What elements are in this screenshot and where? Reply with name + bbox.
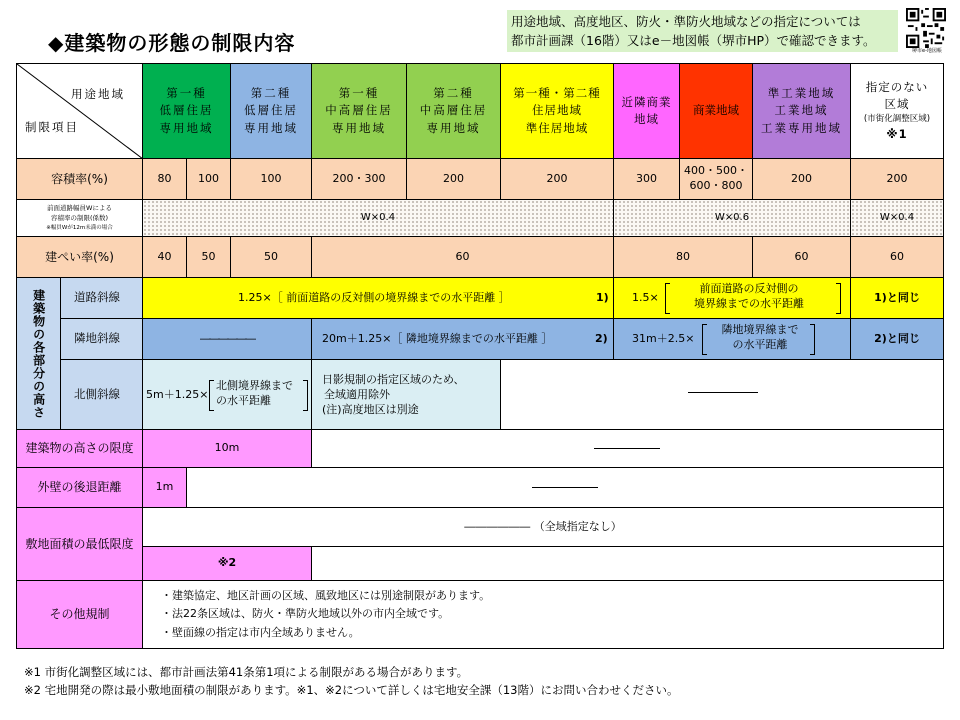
adjacent-slope-comm-line2: の水平距離: [732, 337, 788, 351]
bcr-value: 80: [613, 236, 753, 278]
zone-5-line2: 住居地域: [532, 103, 582, 118]
footnote-2: ※2 宅地開発の際は最小敷地面積の制限があります。※1、※2について詳しくは宅地安全課（13階）にお問い合わせください。: [24, 683, 679, 697]
bcr-label: 建ぺい率(%): [16, 236, 143, 278]
zone-8-line1: 準工業地域: [767, 86, 836, 101]
zone-header-6: [613, 63, 680, 159]
corner-bottom-label: 制限項目: [25, 120, 79, 134]
zone-1-line3: 専用地域: [159, 120, 214, 135]
road-slope-num: 1): [596, 291, 609, 304]
road-slope-comm-text: [674, 282, 824, 312]
far-road-label3: ※幅員Wが12m未満の場合: [46, 224, 113, 231]
far-road-value: W×0.4: [850, 199, 944, 237]
bcr-value: 40: [142, 236, 187, 278]
far-value-commercial: [679, 158, 753, 200]
road-slope-other: 1)と同じ: [850, 277, 944, 319]
bracket-left-icon: [702, 324, 707, 355]
other-item: ・壁面線の指定は市内全域ありません。: [161, 625, 360, 639]
zone-header-3: [311, 63, 407, 159]
zone-8-line2: 工業地域: [774, 103, 829, 118]
far-value: 200: [500, 158, 614, 200]
road-slope-label: 道路斜線: [60, 277, 143, 319]
far-road-value: W×0.4: [142, 199, 614, 237]
bracket-right-icon: [810, 324, 815, 355]
qr-caption: 堺市e-地図帳: [912, 48, 942, 54]
bcr-value: 60: [311, 236, 614, 278]
bcr-value: 50: [230, 236, 312, 278]
north-slope-note3: (注)高度地区は別途: [322, 402, 419, 416]
zone-header-2: [230, 63, 312, 159]
adjacent-slope-num: 2): [595, 332, 608, 345]
north-slope-label: 北側斜線: [60, 359, 143, 430]
qr-code-icon[interactable]: [906, 8, 946, 48]
far-commercial-line1: 400・500・: [684, 164, 748, 178]
adjacent-slope-other: 2)と同じ: [850, 318, 944, 360]
bracket-left-icon: [209, 380, 214, 411]
north-slope-empty: [500, 359, 944, 430]
zone-6-line1: 近隣商業: [621, 94, 672, 109]
bracket-right-icon: [836, 283, 841, 314]
zone-2-line1: 第二種: [250, 86, 292, 101]
far-value: 200: [406, 158, 501, 200]
north-slope-prefix: 5m＋1.25×: [146, 388, 209, 401]
road-slope-comm-line1: 前面道路の反対側の: [699, 282, 799, 295]
footnote-1: ※1 市街化調整区域には、都市計画法第41条第1項による制限がある場合があります。: [24, 665, 469, 679]
north-slope-dash: [688, 392, 758, 393]
zone-5-line3: 準住居地域: [525, 120, 589, 135]
other-regulations: [142, 580, 944, 649]
zone-9-line1: 指定のない: [865, 79, 929, 94]
zone-4-line1: 第二種: [433, 86, 474, 101]
zone-8-line3: 工業専用地域: [761, 120, 842, 135]
north-slope-note2: 全域適用除外: [324, 387, 390, 401]
adjacent-slope-dash: ――――――: [142, 318, 312, 360]
north-slope-line1: 北側境界線まで: [216, 379, 293, 392]
zone-3-line3: 専用地域: [332, 120, 386, 135]
zone-9-line4: ※1: [886, 127, 908, 141]
far-value: 200・300: [311, 158, 407, 200]
adjacent-slope-label: 隣地斜線: [60, 318, 143, 360]
corner-top-label: 用途地域: [71, 87, 125, 101]
zone-3-line2: 中高層住居: [325, 103, 393, 118]
min-site-label: 敷地面積の最低限度: [16, 507, 143, 581]
adjacent-slope-comm-prefix: 31m＋2.5×: [632, 332, 695, 345]
min-site-value: ―――――― （全域指定なし）: [142, 507, 944, 547]
far-road-label2: 容積率の制限(係数): [50, 213, 109, 222]
north-slope-text: [216, 379, 293, 409]
zone-1-line2: 低層住居: [159, 103, 214, 118]
road-slope-comm-line2: 境界線までの水平距離: [694, 296, 804, 310]
page-title: ◆建築物の形態の制限内容: [48, 31, 296, 55]
setback-dash: [532, 487, 598, 488]
diagonal-line-icon: [17, 64, 143, 159]
bcr-value: 60: [850, 236, 944, 278]
zone-2-line2: 低層住居: [244, 103, 298, 118]
far-road-label: [16, 199, 143, 237]
zone-4-line3: 専用地域: [426, 120, 481, 135]
bcr-value: 60: [752, 236, 851, 278]
zone-header-5: [500, 63, 614, 159]
height-limit-dash: [594, 448, 660, 449]
min-site-empty: [311, 546, 944, 581]
bcr-value: 50: [186, 236, 231, 278]
far-value: 100: [230, 158, 312, 200]
zone-header-4: [406, 63, 501, 159]
zone-header-8: [752, 63, 851, 159]
adjacent-slope-comm-text: [710, 323, 810, 353]
zone-2-line3: 専用地域: [244, 120, 298, 135]
adjacent-slope-comm-line1: 隣地境界線まで: [721, 323, 799, 336]
far-commercial-line2: 600・800: [689, 179, 743, 192]
notice-line2: 都市計画課（16階）又はe－地図帳（堺市HP）で確認できます。: [511, 33, 876, 48]
road-slope-text: 1.25×［ 前面道路の反対側の境界線までの水平距離 ］: [238, 291, 510, 304]
far-value: 300: [613, 158, 680, 200]
far-value: 200: [850, 158, 944, 200]
bracket-right-icon: [303, 380, 308, 411]
min-site-note: ※2: [142, 546, 312, 581]
zone-3-line1: 第一種: [338, 86, 380, 101]
zone-9-line3: (市街化調整区域): [863, 114, 931, 125]
zone-header-1: [142, 63, 231, 159]
setback-label: 外壁の後退距離: [16, 467, 143, 508]
far-value: 100: [186, 158, 231, 200]
far-value: 80: [142, 158, 187, 200]
adjacent-slope-text: 20m＋1.25×［ 隣地境界線までの水平距離 ］: [322, 332, 553, 345]
zone-4-line2: 中高層住居: [419, 103, 488, 118]
setback-value: 1m: [142, 467, 187, 508]
height-group-label: 建築物の各部分の高さ: [16, 277, 61, 430]
zone-6-line2: 地域: [634, 112, 659, 126]
notice-line1: 用途地域、高度地区、防火・準防火地域などの指定については: [511, 14, 861, 29]
zone-5-line1: 第一種・第二種: [513, 86, 601, 101]
other-item: ・建築協定、地区計画の区域、風致地区には別途制限があります。: [161, 589, 491, 603]
notice-box: [507, 10, 898, 52]
road-slope-comm-prefix: 1.5×: [632, 291, 659, 304]
north-slope-note1: 日影規制の指定区域のため、: [322, 373, 465, 386]
zone-7-line1: 商業地域: [693, 103, 739, 118]
zone-9-line2: 区域: [884, 97, 910, 111]
height-limit-label: 建築物の高さの限度: [16, 429, 143, 468]
corner-header: [16, 63, 143, 159]
north-slope-note: [311, 359, 501, 430]
other-item: ・法22条区域は、防火・準防火地域以外の市内全域です。: [161, 607, 450, 621]
far-road-value: W×0.6: [613, 199, 851, 237]
bracket-left-icon: [665, 283, 670, 314]
zone-1-line1: 第一種: [166, 86, 207, 101]
far-road-label1: 前面道路幅員Wによる: [47, 204, 112, 213]
zone-header-7: [679, 63, 753, 159]
other-label: その他規制: [16, 580, 143, 649]
height-limit-value: 10m: [142, 429, 312, 468]
far-value: 200: [752, 158, 851, 200]
north-slope-line2: の水平距離: [216, 393, 271, 407]
far-label: 容積率(%): [16, 158, 143, 200]
zone-header-9: [850, 63, 944, 159]
